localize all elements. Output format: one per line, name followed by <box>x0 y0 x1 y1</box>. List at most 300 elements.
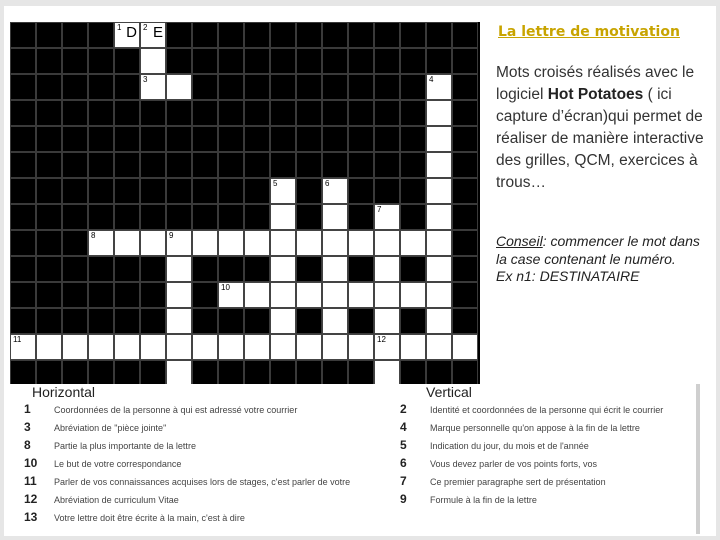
blocked-cell <box>192 74 218 100</box>
crossword-cell[interactable] <box>374 282 400 308</box>
crossword-cell[interactable] <box>270 308 296 334</box>
crossword-cell[interactable] <box>244 282 270 308</box>
blocked-cell <box>192 126 218 152</box>
blocked-cell <box>36 152 62 178</box>
blocked-cell <box>374 74 400 100</box>
crossword-cell[interactable] <box>348 334 374 360</box>
blocked-cell <box>400 74 426 100</box>
blocked-cell <box>36 308 62 334</box>
blocked-cell <box>218 48 244 74</box>
blocked-cell <box>114 282 140 308</box>
horizontal-clue-row <box>24 402 324 420</box>
clue-number: 12 <box>24 492 38 506</box>
blocked-cell <box>400 100 426 126</box>
tip-line2: Ex n1: DESTINATAIRE <box>496 268 640 284</box>
blocked-cell <box>270 48 296 74</box>
crossword-cell[interactable] <box>218 230 244 256</box>
clue-number: 1 <box>24 402 31 416</box>
blocked-cell <box>62 48 88 74</box>
blocked-cell <box>192 178 218 204</box>
blocked-cell <box>114 360 140 384</box>
clue-number: 2 <box>143 23 148 32</box>
clue-text: Votre lettre doit être écrite à la main, c'est à dire <box>54 513 245 524</box>
blocked-cell <box>452 308 478 334</box>
horizontal-heading: Horizontal <box>32 384 96 400</box>
blocked-cell <box>62 152 88 178</box>
blocked-cell <box>452 100 478 126</box>
clue-number: 7 <box>400 474 407 488</box>
crossword-cell[interactable] <box>374 230 400 256</box>
blocked-cell <box>400 22 426 48</box>
crossword-cell[interactable] <box>88 230 114 256</box>
crossword-cell[interactable] <box>140 334 166 360</box>
clue-number: 12 <box>377 335 386 344</box>
blocked-cell <box>62 308 88 334</box>
vertical-clue-row <box>400 474 700 492</box>
crossword-cell[interactable] <box>10 334 36 360</box>
blocked-cell <box>62 256 88 282</box>
description-text <box>496 62 710 194</box>
crossword-cell[interactable] <box>322 204 348 230</box>
blocked-cell <box>244 126 270 152</box>
blocked-cell <box>88 178 114 204</box>
blocked-cell <box>36 48 62 74</box>
blocked-cell <box>166 48 192 74</box>
crossword-cell[interactable] <box>140 230 166 256</box>
description-bold: Hot Potatoes <box>547 86 644 103</box>
blocked-cell <box>348 178 374 204</box>
crossword-cell[interactable] <box>296 334 322 360</box>
blocked-cell <box>244 308 270 334</box>
blocked-cell <box>400 178 426 204</box>
blocked-cell <box>348 74 374 100</box>
blocked-cell <box>88 74 114 100</box>
blocked-cell <box>140 256 166 282</box>
blocked-cell <box>62 100 88 126</box>
blocked-cell <box>348 48 374 74</box>
blocked-cell <box>114 74 140 100</box>
vertical-clue-row <box>400 402 700 420</box>
clue-text: Abréviation de "pièce jointe" <box>54 423 167 434</box>
blocked-cell <box>10 230 36 256</box>
clue-text: Identité et coordonnées de la personne qui écrit le courrier <box>430 405 664 416</box>
blocked-cell <box>218 22 244 48</box>
blocked-cell <box>244 100 270 126</box>
blocked-cell <box>244 256 270 282</box>
blocked-cell <box>348 100 374 126</box>
blocked-cell <box>10 22 36 48</box>
clue-number: 2 <box>400 402 407 416</box>
blocked-cell <box>36 282 62 308</box>
crossword-cell[interactable] <box>426 230 452 256</box>
blocked-cell <box>452 48 478 74</box>
blocked-cell <box>452 256 478 282</box>
vertical-clue-row <box>400 492 700 510</box>
crossword-cell[interactable] <box>114 230 140 256</box>
slide-title: La lettre de motivation <box>498 24 680 40</box>
blocked-cell <box>296 100 322 126</box>
blocked-cell <box>88 152 114 178</box>
blocked-cell <box>88 48 114 74</box>
crossword-cell[interactable] <box>426 308 452 334</box>
cell-letter: E <box>152 24 163 41</box>
blocked-cell <box>400 152 426 178</box>
clue-text: Marque personnelle qu'on appose à la fin de la lettre <box>430 423 640 434</box>
blocked-cell <box>426 48 452 74</box>
blocked-cell <box>62 360 88 384</box>
clue-number: 13 <box>24 510 38 524</box>
blocked-cell <box>348 256 374 282</box>
blocked-cell <box>62 126 88 152</box>
clue-text: Abréviation de curriculum Vitae <box>54 495 179 506</box>
blocked-cell <box>10 152 36 178</box>
blocked-cell <box>10 256 36 282</box>
crossword-cell[interactable] <box>426 256 452 282</box>
crossword-cell[interactable] <box>166 360 192 384</box>
blocked-cell <box>348 204 374 230</box>
crossword-cell[interactable] <box>374 308 400 334</box>
blocked-cell <box>140 360 166 384</box>
blocked-cell <box>218 100 244 126</box>
blocked-cell <box>348 126 374 152</box>
blocked-cell <box>322 74 348 100</box>
blocked-cell <box>140 126 166 152</box>
blocked-cell <box>114 126 140 152</box>
blocked-cell <box>166 22 192 48</box>
blocked-cell <box>218 360 244 384</box>
crossword-cell[interactable] <box>426 100 452 126</box>
crossword-cell[interactable] <box>140 22 166 48</box>
blocked-cell <box>10 308 36 334</box>
crossword-grid <box>10 22 480 384</box>
crossword-cell[interactable] <box>166 334 192 360</box>
blocked-cell <box>218 74 244 100</box>
clue-text: Indication du jour, du mois et de l'année <box>430 441 589 452</box>
blocked-cell <box>374 22 400 48</box>
blocked-cell <box>88 22 114 48</box>
blocked-cell <box>36 230 62 256</box>
clue-number: 7 <box>377 205 382 214</box>
clue-number: 6 <box>400 456 407 470</box>
clue-text: Coordonnées de la personne à qui est adressé votre courrier <box>54 405 298 416</box>
blocked-cell <box>140 204 166 230</box>
horizontal-clue-row <box>24 474 351 492</box>
blocked-cell <box>192 48 218 74</box>
crossword-cell[interactable] <box>322 256 348 282</box>
blocked-cell <box>10 178 36 204</box>
blocked-cell <box>36 204 62 230</box>
crossword-cell[interactable] <box>88 334 114 360</box>
crossword-cell[interactable] <box>270 204 296 230</box>
blocked-cell <box>192 22 218 48</box>
blocked-cell <box>62 74 88 100</box>
clue-text: Vous devez parler de vos points forts, vos <box>430 459 598 470</box>
crossword-cell[interactable] <box>140 74 166 100</box>
blocked-cell <box>348 360 374 384</box>
crossword-cell[interactable] <box>270 282 296 308</box>
blocked-cell <box>140 282 166 308</box>
blocked-cell <box>88 282 114 308</box>
blocked-cell <box>114 256 140 282</box>
clues-panel <box>10 384 696 530</box>
blocked-cell <box>296 178 322 204</box>
clue-text: Formule à la fin de la lettre <box>430 495 537 506</box>
crossword-cell[interactable] <box>374 256 400 282</box>
blocked-cell <box>218 204 244 230</box>
blocked-cell <box>62 204 88 230</box>
clue-number: 3 <box>24 420 31 434</box>
blocked-cell <box>114 152 140 178</box>
blocked-cell <box>322 100 348 126</box>
crossword-cell[interactable] <box>140 48 166 74</box>
blocked-cell <box>400 126 426 152</box>
blocked-cell <box>348 152 374 178</box>
crossword-cell[interactable] <box>270 178 296 204</box>
crossword-cell[interactable] <box>218 334 244 360</box>
clue-text: Partie la plus importante de la lettre <box>54 441 196 452</box>
blocked-cell <box>36 74 62 100</box>
blocked-cell <box>140 100 166 126</box>
blocked-cell <box>10 48 36 74</box>
crossword-cell[interactable] <box>166 308 192 334</box>
crossword-cell[interactable] <box>166 282 192 308</box>
description-after: ( ici capture d’écran)qui permet de réaliser de manière interactive des grilles, QCM, exercices à trous… <box>496 86 704 191</box>
blocked-cell <box>192 360 218 384</box>
blocked-cell <box>348 308 374 334</box>
blocked-cell <box>192 256 218 282</box>
blocked-cell <box>244 48 270 74</box>
blocked-cell <box>374 100 400 126</box>
horizontal-clue-row <box>24 510 324 528</box>
blocked-cell <box>36 178 62 204</box>
blocked-cell <box>374 178 400 204</box>
blocked-cell <box>88 126 114 152</box>
crossword-cell[interactable] <box>166 230 192 256</box>
blocked-cell <box>192 204 218 230</box>
blocked-cell <box>452 282 478 308</box>
crossword-cell[interactable] <box>114 334 140 360</box>
blocked-cell <box>10 74 36 100</box>
crossword-cell[interactable] <box>426 152 452 178</box>
blocked-cell <box>166 178 192 204</box>
crossword-cell[interactable] <box>218 282 244 308</box>
tip-text <box>496 233 710 286</box>
clue-number: 10 <box>221 283 230 292</box>
blocked-cell <box>218 126 244 152</box>
blocked-cell <box>270 360 296 384</box>
blocked-cell <box>244 178 270 204</box>
blocked-cell <box>166 204 192 230</box>
crossword-cell[interactable] <box>270 230 296 256</box>
horizontal-clue-row <box>24 420 324 438</box>
tip-label: Conseil <box>496 233 543 249</box>
blocked-cell <box>270 22 296 48</box>
blocked-cell <box>88 100 114 126</box>
blocked-cell <box>218 178 244 204</box>
blocked-cell <box>322 360 348 384</box>
crossword-cell[interactable] <box>426 178 452 204</box>
crossword-cell[interactable] <box>400 282 426 308</box>
blocked-cell <box>192 308 218 334</box>
blocked-cell <box>218 152 244 178</box>
blocked-cell <box>140 152 166 178</box>
blocked-cell <box>374 152 400 178</box>
cell-letter: D <box>126 24 137 41</box>
blocked-cell <box>10 126 36 152</box>
blocked-cell <box>400 256 426 282</box>
blocked-cell <box>88 308 114 334</box>
crossword-cell[interactable] <box>322 178 348 204</box>
blocked-cell <box>374 48 400 74</box>
crossword-cell[interactable] <box>374 360 400 384</box>
blocked-cell <box>270 74 296 100</box>
blocked-cell <box>452 126 478 152</box>
crossword-cell[interactable] <box>244 230 270 256</box>
horizontal-clue-row <box>24 456 324 474</box>
crossword-cell[interactable] <box>322 308 348 334</box>
crossword-cell[interactable] <box>296 282 322 308</box>
blocked-cell <box>114 204 140 230</box>
blocked-cell <box>244 22 270 48</box>
clue-number: 9 <box>400 492 407 506</box>
blocked-cell <box>296 308 322 334</box>
blocked-cell <box>296 22 322 48</box>
crossword-cell[interactable] <box>426 126 452 152</box>
blocked-cell <box>296 74 322 100</box>
clue-number: 5 <box>400 438 407 452</box>
blocked-cell <box>322 152 348 178</box>
blocked-cell <box>62 22 88 48</box>
blocked-cell <box>270 126 296 152</box>
crossword-cell[interactable] <box>62 334 88 360</box>
crossword-cell[interactable] <box>36 334 62 360</box>
blocked-cell <box>192 100 218 126</box>
blocked-cell <box>296 256 322 282</box>
blocked-cell <box>452 230 478 256</box>
blocked-cell <box>88 256 114 282</box>
clue-number: 10 <box>24 456 38 470</box>
blocked-cell <box>140 178 166 204</box>
blocked-cell <box>452 152 478 178</box>
crossword-cell[interactable] <box>400 230 426 256</box>
blocked-cell <box>140 308 166 334</box>
clue-number: 8 <box>91 231 96 240</box>
blocked-cell <box>10 204 36 230</box>
blocked-cell <box>296 126 322 152</box>
blocked-cell <box>244 74 270 100</box>
clue-text: Ce premier paragraphe sert de présentation <box>430 477 606 488</box>
crossword-cell[interactable] <box>270 256 296 282</box>
clue-text: Parler de vos connaissances acquises lors de stages, c'est parler de votre <box>54 477 351 488</box>
blocked-cell <box>10 282 36 308</box>
horizontal-clue-row <box>24 492 324 510</box>
blocked-cell <box>244 360 270 384</box>
blocked-cell <box>166 126 192 152</box>
blocked-cell <box>10 360 36 384</box>
crossword-cell[interactable] <box>452 334 478 360</box>
blocked-cell <box>36 100 62 126</box>
crossword-cell[interactable] <box>426 334 452 360</box>
crossword-cell[interactable] <box>426 204 452 230</box>
crossword-cell[interactable] <box>192 230 218 256</box>
blocked-cell <box>62 178 88 204</box>
blocked-cell <box>426 360 452 384</box>
crossword-cell[interactable] <box>114 22 140 48</box>
crossword-cell[interactable] <box>426 74 452 100</box>
blocked-cell <box>62 282 88 308</box>
crossword-cell[interactable] <box>244 334 270 360</box>
blocked-cell <box>452 178 478 204</box>
blocked-cell <box>192 152 218 178</box>
blocked-cell <box>452 204 478 230</box>
blocked-cell <box>192 282 218 308</box>
blocked-cell <box>218 256 244 282</box>
blocked-cell <box>114 178 140 204</box>
blocked-cell <box>452 22 478 48</box>
blocked-cell <box>400 308 426 334</box>
blocked-cell <box>114 48 140 74</box>
crossword-cell[interactable] <box>348 282 374 308</box>
crossword-cell[interactable] <box>400 334 426 360</box>
blocked-cell <box>452 74 478 100</box>
blocked-cell <box>400 360 426 384</box>
blocked-cell <box>218 308 244 334</box>
blocked-cell <box>244 152 270 178</box>
crossword-cell[interactable] <box>374 204 400 230</box>
clue-text: Le but de votre correspondance <box>54 459 182 470</box>
crossword-cell[interactable] <box>270 334 296 360</box>
blocked-cell <box>114 308 140 334</box>
blocked-cell <box>452 360 478 384</box>
blocked-cell <box>296 152 322 178</box>
crossword-cell[interactable] <box>374 334 400 360</box>
crossword-cell[interactable] <box>426 282 452 308</box>
vertical-clue-row <box>400 456 700 474</box>
crossword-cell[interactable] <box>296 230 322 256</box>
blocked-cell <box>322 48 348 74</box>
blocked-cell <box>270 152 296 178</box>
tip-line1: : commencer le mot dans la case contenant le numéro. <box>496 233 700 267</box>
crossword-cell[interactable] <box>322 334 348 360</box>
clue-number: 11 <box>24 474 37 488</box>
blocked-cell <box>296 204 322 230</box>
clue-number: 4 <box>400 420 407 434</box>
crossword-cell[interactable] <box>166 74 192 100</box>
blocked-cell <box>36 22 62 48</box>
blocked-cell <box>374 126 400 152</box>
crossword-cell[interactable] <box>192 334 218 360</box>
crossword-cell[interactable] <box>322 230 348 256</box>
panel-edge <box>696 384 700 534</box>
horizontal-clue-row <box>24 438 324 456</box>
blocked-cell <box>36 126 62 152</box>
blocked-cell <box>322 126 348 152</box>
clue-number: 8 <box>24 438 31 452</box>
crossword-cell[interactable] <box>348 230 374 256</box>
blocked-cell <box>114 100 140 126</box>
blocked-cell <box>62 230 88 256</box>
clue-number: 9 <box>169 231 174 240</box>
blocked-cell <box>88 204 114 230</box>
vertical-heading: Vertical <box>426 384 472 400</box>
clue-number: 1 <box>117 23 122 32</box>
crossword-cell[interactable] <box>322 282 348 308</box>
vertical-clue-row <box>400 420 700 438</box>
crossword-cell[interactable] <box>166 256 192 282</box>
blocked-cell <box>400 204 426 230</box>
blocked-cell <box>36 256 62 282</box>
blocked-cell <box>36 360 62 384</box>
